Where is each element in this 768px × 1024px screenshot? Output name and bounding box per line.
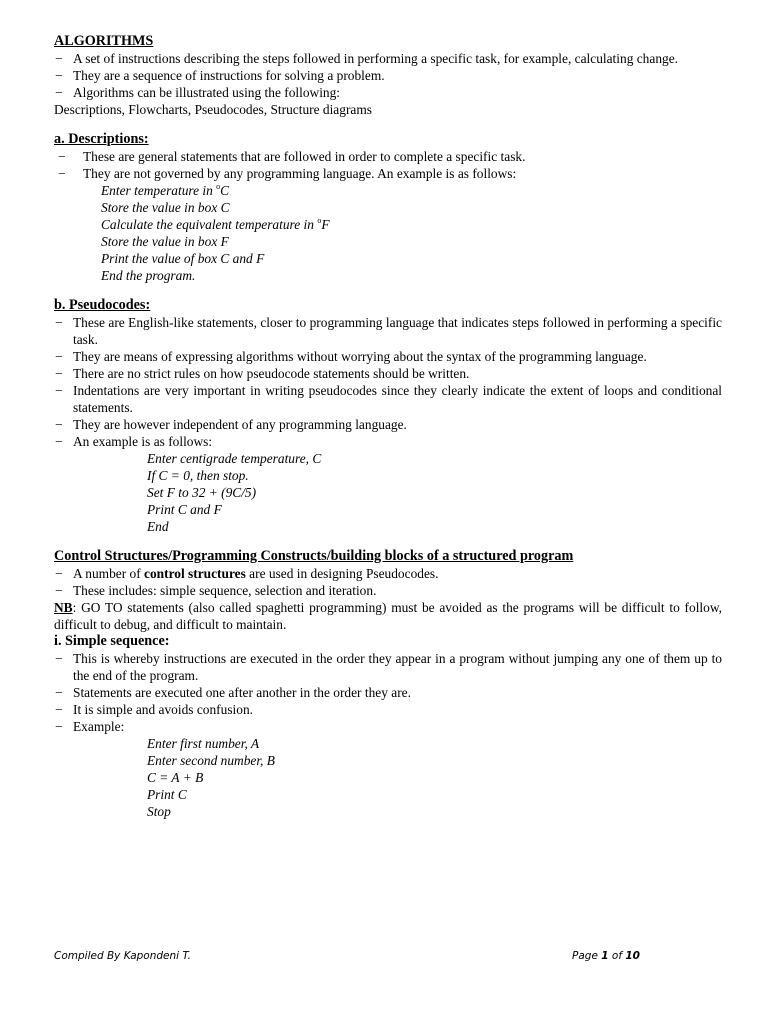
list-item: − Indentations are very important in writing pseudocodes since they clearly indicate the extent of loops and conditional statements. [54,382,722,416]
list-item: − An example is as follows: [54,433,722,450]
page-title: ALGORITHMS [54,33,154,49]
example-line: Print C [147,787,187,802]
list-item: − Statements are executed one after another in the order they are. [54,684,722,701]
intro-list [54,50,722,101]
nb-note: NB: GO TO statements (also called spaghetti programming) must be avoided as the programs will be difficult to follow, difficult to debug, and difficult to maintain. [54,600,722,632]
list-item: − Example: [54,718,722,735]
section-heading-descriptions: a. Descriptions: [54,131,149,147]
page-footer [54,948,640,965]
example-line: C = A + B [147,770,204,785]
section-heading-control-structures: Control Structures/Programming Constructs/building blocks of a structured program [54,548,574,564]
example-line: Enter centigrade temperature, C [147,451,322,466]
control-structures-list [54,565,722,599]
pseudocode-example [54,450,722,535]
example-line: Enter temperature in $^o$C [101,182,230,198]
example-line: Set F to 32 + (9C/5) [147,485,257,500]
list-item: − They are however independent of any programming language. [54,416,722,433]
example-line: Enter first number, A [147,736,260,751]
list-item: − A set of instructions describing the steps followed in performing a specific task, for example, calculating change. [54,50,722,67]
example-line: Enter second number, B [147,753,275,768]
pseudocodes-list [54,314,722,450]
example-line: End the program. [101,268,196,283]
list-item: − They are means of expressing algorithms without worrying about the syntax of the programming language. [54,348,722,365]
descriptions-list [54,148,722,182]
list-item: − There are no strict rules on how pseudocode statements should be written. [54,365,722,382]
example-line: Print C and F [147,502,222,517]
example-line: Store the value in box F [101,234,229,249]
section-heading-simple-sequence: i. Simple sequence: [54,633,170,649]
list-item: − These are English-like statements, closer to programming language that indicates steps followed in performing a specific task. [54,314,722,348]
example-line: Stop [147,804,171,819]
example-line: End [147,519,169,534]
illustration-methods: Descriptions, Flowcharts, Pseudocodes, Structure diagrams [54,102,372,117]
example-line: Print the value of box C and F [101,251,265,266]
simple-sequence-list [54,650,722,735]
list-item: − This is whereby instructions are executed in the order they appear in a program without jumping any one of them up to the end of the program. [54,650,722,684]
list-item: − It is simple and avoids confusion. [54,701,722,718]
footer-author: Compiled By Kapondeni T. [54,950,191,962]
example-line: Calculate the equivalent temperature in $^o$F [101,216,330,232]
section-heading-pseudocodes: b. Pseudocodes: [54,297,151,313]
list-item: − These includes: simple sequence, selection and iteration. [54,582,722,599]
nb-label: NB [54,600,73,615]
list-item: − They are a sequence of instructions for solving a problem. [54,67,722,84]
list-item: − These are general statements that are followed in order to complete a specific task. [54,148,722,165]
list-item: − Algorithms can be illustrated using the following: [54,84,722,101]
example-line: Store the value in box C [101,200,230,215]
list-item: − They are not governed by any programming language. An example is as follows: [54,165,722,182]
list-item: − A number of control structures are used in designing Pseudocodes. [54,565,722,582]
example-line: If C = 0, then stop. [147,468,249,483]
simple-sequence-example [54,735,722,820]
description-example [54,182,722,284]
document-page [54,33,722,820]
page-number: Page 1 of 10 [572,950,640,962]
